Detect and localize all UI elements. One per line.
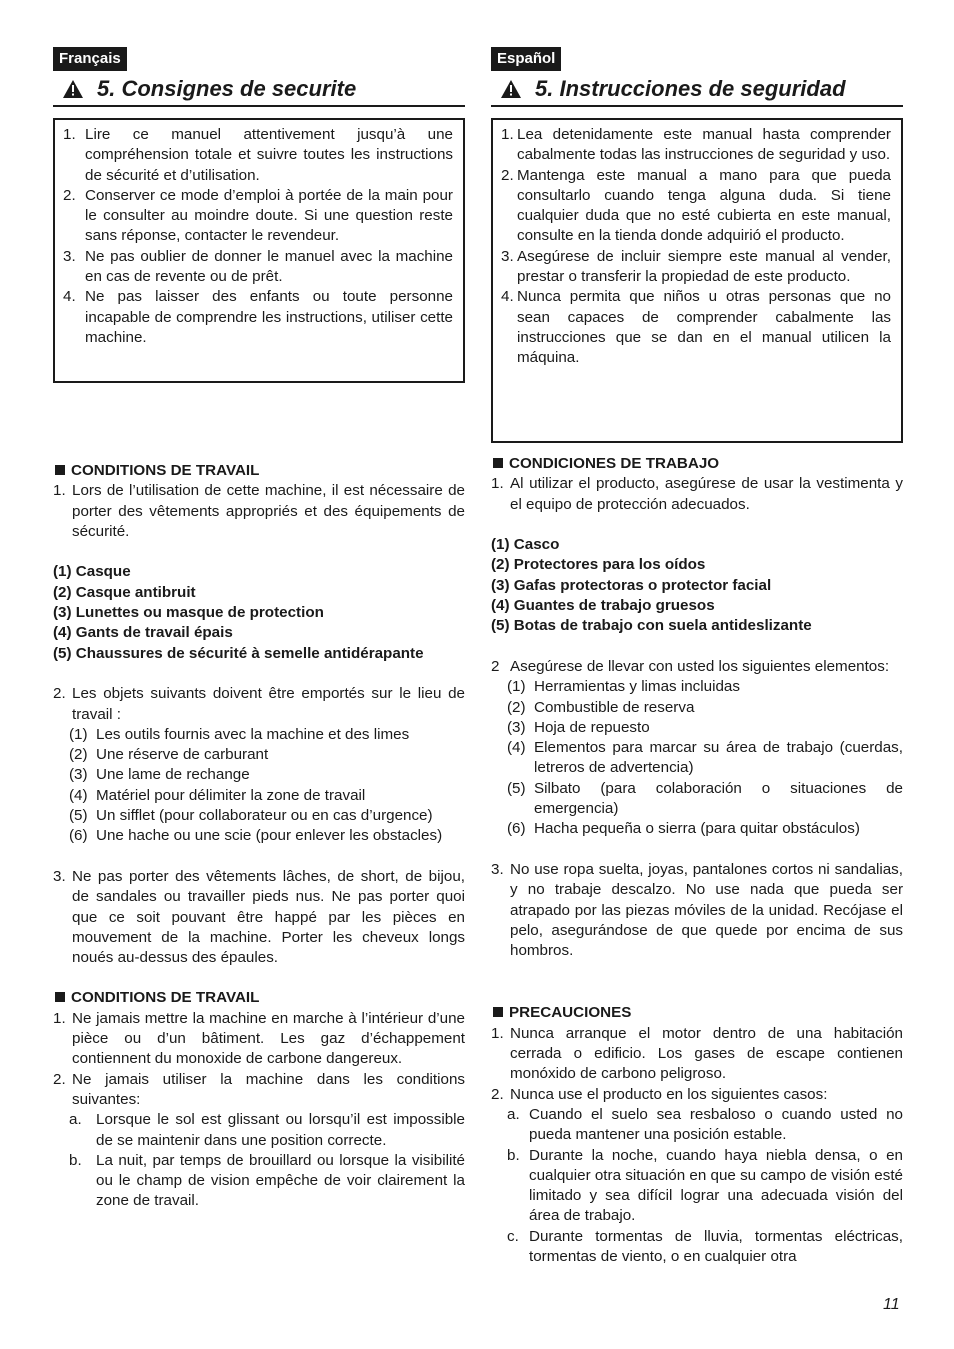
ppe-item: (2) Casque antibruit bbox=[53, 583, 196, 601]
list-item: 4. Nunca permita que niños u otras personas que no sean capaces de comprender cabalmente las instrucciones que se dan en el manual utilicen la máquina. bbox=[501, 288, 891, 367]
list-item: 1. Nunca arranque el motor dentro de una habitación cerrada o edificio. Los gases de escape contienen monóxido de carbono peligroso. bbox=[491, 1024, 903, 1083]
working-conditions-section bbox=[53, 461, 465, 968]
list-item: 1. Al utilizar el producto, asegúrese de usar la vestimenta y el equipo de protección adecuados. bbox=[491, 475, 903, 513]
list-item: 2. Mantenga este manual a mano para que pueda consultarlo cuando tenga alguna duda. Si tiene cualquier duda que no esté cubierta en este manual, consulte en la tienda donde adquirió el producto. bbox=[501, 166, 891, 245]
sub-item: (4) Elementos para marcar su área de trabajo (cuerdas, letreros de advertencia) bbox=[507, 739, 903, 777]
ppe-item: (5) Chaussures de sécurité à semelle antidérapante bbox=[53, 644, 424, 662]
square-bullet-icon bbox=[55, 992, 65, 1002]
sub-item: (5) Silbato (para colaboración o situaciones de emergencia) bbox=[507, 779, 903, 818]
ppe-item: (3) Lunettes ou masque de protection bbox=[53, 604, 324, 622]
sub-item: (2) Une réserve de carburant bbox=[69, 746, 269, 764]
sub-item: b. La nuit, par temps de brouillard ou lorsque la visibilité ou le champ de vision empêche de voir clairement la zone de travail. bbox=[69, 1151, 465, 1210]
subsection-heading: PRECAUCIONES bbox=[491, 1003, 903, 1023]
precautions-section bbox=[53, 988, 465, 1211]
list-item: 1. Lire ce manuel attentivement jusqu’à une compréhension totale et suivre toutes les instructions de sécurité et d’utilisation. bbox=[63, 126, 453, 184]
list-item: 4. Ne pas laisser des enfants ou toute personne incapable de comprendre les instructions, utiliser cette machine. bbox=[63, 288, 453, 346]
list-item: 3. Asegúrese de incluir siempre este manual al vender, prestar o transferir la propiedad de este producto. bbox=[501, 247, 891, 286]
sub-item: c. Durante tormentas de lluvia, tormentas eléctricas, tormentas de viento, o en cualquier otra bbox=[507, 1227, 903, 1265]
ppe-item: (1) Casque bbox=[53, 563, 131, 581]
list-item: 1. Lors de l’utilisation de cette machine, il est nécessaire de porter des vêtements appropriés et des équipements de sécurité. bbox=[53, 482, 465, 540]
list-item: 3. Ne pas oublier de donner le manuel avec la machine en cas de revente ou de prêt. bbox=[63, 247, 453, 286]
ppe-item: (5) Botas de trabajo con suela antideslizante bbox=[491, 617, 812, 635]
list-item: 2 Asegúrese de llevar con usted los siguientes elementos: bbox=[491, 657, 890, 675]
language-tab-french: Français bbox=[53, 47, 127, 71]
square-bullet-icon bbox=[493, 1007, 503, 1017]
working-conditions-section bbox=[491, 454, 903, 961]
ppe-item: (4) Guantes de trabajo gruesos bbox=[491, 597, 715, 615]
sub-item: (6) Hacha pequeña o sierra (para quitar obstáculos) bbox=[507, 820, 860, 838]
list-item: 2. Conserver ce mode d’emploi à portée de la main pour le consulter au moindre doute. Si une question reste sans réponse, contacter le revendeur. bbox=[63, 186, 453, 245]
ppe-item: (4) Gants de travail épais bbox=[53, 624, 233, 642]
list-item: 2. Ne jamais utiliser la machine dans les conditions suivantes: bbox=[53, 1070, 465, 1108]
square-bullet-icon bbox=[55, 465, 65, 475]
page-number: 11 bbox=[883, 1296, 900, 1313]
ppe-item: (1) Casco bbox=[491, 536, 560, 554]
subsection-heading: CONDITIONS DE TRAVAIL bbox=[53, 988, 465, 1008]
sub-item: (1) Les outils fournis avec la machine et des limes bbox=[69, 725, 410, 743]
sub-item: (3) Hoja de repuesto bbox=[507, 718, 650, 736]
list-item: 1. Ne jamais mettre la machine en marche à l’intérieur d’une pièce ou d’un bâtiment. Les gaz d’échappement contiennent du monoxide de carbone dangereux. bbox=[53, 1009, 465, 1068]
section-heading-french bbox=[53, 76, 465, 107]
list-item: 3. Ne pas porter des vêtements lâches, de short, de bijou, de sandales ou travailler pieds nus. Ne pas porter quoi que ce soit pouvant être happé par les pièces en mouvement de la machine. Porter les cheveux longs noués au-dessus des épaules. bbox=[53, 867, 465, 967]
section-title: 5. Consignes de securite bbox=[97, 76, 357, 101]
list-item: 2. Nunca use el producto en los siguientes casos: bbox=[491, 1085, 828, 1103]
ppe-list bbox=[491, 535, 903, 636]
french-column bbox=[53, 47, 465, 1212]
sub-item: b. Durante la noche, cuando haya niebla densa, o en cualquier otra situación en que su campo de visión esté limitado y sea difícil lograr una adecuada visión del área de trabajo. bbox=[507, 1146, 904, 1225]
language-tab-spanish: Español bbox=[491, 47, 561, 71]
square-bullet-icon bbox=[493, 458, 503, 468]
list-item: 1. Lea detenidamente este manual hasta comprender cabalmente todas las instrucciones de seguridad y uso. bbox=[501, 126, 891, 164]
section-heading-spanish bbox=[491, 76, 903, 107]
ppe-item: (2) Protectores para los oídos bbox=[491, 556, 706, 574]
precautions-section bbox=[491, 1003, 903, 1267]
subsection-heading: CONDICIONES DE TRABAJO bbox=[491, 454, 903, 474]
ppe-list bbox=[53, 562, 465, 663]
spanish-column bbox=[491, 47, 903, 1267]
warning-icon bbox=[63, 80, 83, 98]
sub-item: a. Lorsque le sol est glissant ou lorsqu’il est impossible de se maintenir dans une position correcte. bbox=[69, 1111, 465, 1149]
section-title: 5. Instrucciones de seguridad bbox=[535, 76, 846, 101]
sub-item: (6) Une hache ou une scie (pour enlever les obstacles) bbox=[69, 827, 443, 845]
list-item: 2. Les objets suivants doivent être emportés sur le lieu de travail : bbox=[53, 685, 465, 723]
ppe-item: (3) Gafas protectoras o protector facial bbox=[491, 576, 772, 594]
sub-item: a. Cuando el suelo sea resbaloso o cuando usted no pueda mantener una posición estable. bbox=[507, 1105, 903, 1144]
intro-box bbox=[491, 118, 903, 443]
sub-item: (3) Une lame de rechange bbox=[69, 766, 250, 784]
sub-item: (1) Herramientas y limas incluidas bbox=[507, 678, 740, 696]
warning-icon bbox=[501, 80, 521, 98]
list-item: 3. No use ropa suelta, joyas, pantalones cortos ni sandalias, y no trabaje descalzo. No use nada que pueda ser atrapado por las piezas móviles de la unidad. Recójase el pelo, asegurándose de que quede por encima de sus hombros. bbox=[491, 860, 903, 960]
sub-item: (2) Combustible de reserva bbox=[507, 698, 695, 716]
sub-item: (5) Un sifflet (pour collaborateur ou en cas d’urgence) bbox=[69, 807, 433, 825]
subsection-heading: CONDITIONS DE TRAVAIL bbox=[53, 461, 465, 481]
intro-box bbox=[53, 118, 465, 383]
sub-item: (4) Matériel pour délimiter la zone de travail bbox=[69, 786, 366, 804]
